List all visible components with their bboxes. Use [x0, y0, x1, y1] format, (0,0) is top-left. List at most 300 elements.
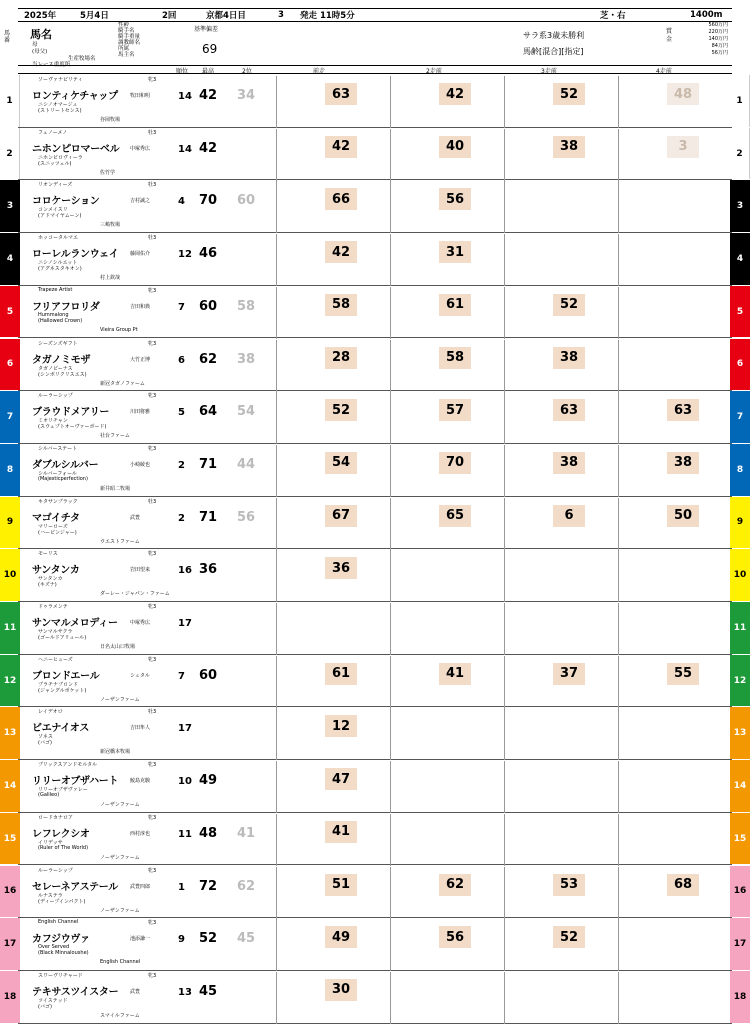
past-race-score: 42: [325, 136, 357, 158]
best-scores: [193, 605, 277, 645]
horse-info: [20, 180, 190, 232]
dam-sire-label: (母父): [32, 49, 48, 55]
horse-number-right: 6: [730, 339, 750, 391]
best-scores: [193, 342, 277, 382]
past-race-score: 38: [553, 452, 585, 474]
past-race-3: [504, 867, 618, 919]
rank-value: 12: [178, 249, 192, 261]
sex-age: 牝3: [148, 445, 157, 452]
col-rank: 順位: [176, 68, 189, 75]
horse-number-left: 3: [0, 180, 20, 232]
sire-name: ソーヴァナビリティ: [38, 77, 83, 83]
second-score: 45: [237, 931, 256, 947]
breeder-name: ノーザンファーム: [100, 854, 140, 861]
horse-row: [3, 760, 747, 813]
rank-value: 7: [178, 301, 185, 313]
rank-value: 7: [178, 670, 185, 682]
horse-number-right: 12: [730, 655, 750, 707]
past-race-2: [390, 708, 504, 760]
owner-label: 当レース重度所: [32, 62, 71, 68]
race-date: 5月4日: [80, 11, 109, 21]
past-race-score: 41: [325, 821, 357, 843]
jockey-name: シュタル: [130, 672, 150, 679]
best-score: 62: [199, 351, 218, 367]
best-scores: [193, 131, 277, 171]
rank-value: 5: [178, 407, 185, 419]
jockey-name: 小崎綾也: [130, 461, 151, 468]
dam-name: ミオリチャン: [38, 418, 68, 425]
past-race-score: 56: [439, 188, 471, 210]
col-prev2: 2走前: [426, 68, 442, 75]
past-race-2: [390, 498, 504, 550]
breeder-name: Vieira Group Pt: [100, 326, 138, 333]
past-race-2: [390, 287, 504, 339]
sire-name: スワーヴリチャード: [38, 972, 83, 979]
sire-name: ドゥラメンテ: [38, 604, 68, 610]
horse-name[interactable]: フリアフロリダ: [32, 301, 100, 313]
past-race-1: [276, 76, 390, 128]
dam-name: リリーオブザヴァレー: [38, 787, 88, 794]
horse-row: [6, 286, 744, 339]
dam-name: コンメイスリ: [38, 207, 68, 214]
breeder-label: 生産牧場名: [68, 56, 96, 62]
dam-name: ニホンピロヴィーラ: [38, 154, 83, 161]
dam-sire: (スウェプトオーヴァーボード): [38, 424, 107, 431]
best-score: 72: [199, 878, 218, 894]
breeder-name: 社台ファーム: [100, 433, 130, 440]
best-scores: [193, 183, 277, 223]
col-second: 2位: [242, 68, 252, 75]
horse-number-right: 16: [730, 866, 750, 918]
past-race-2: [390, 234, 504, 286]
past-race-3: [504, 392, 618, 444]
horse-row: [3, 707, 747, 760]
horse-name[interactable]: リリーオブザハート: [32, 776, 119, 788]
past-race-score: 37: [553, 663, 585, 685]
jockey-name: 西村淳也: [130, 830, 151, 837]
horse-info: [20, 813, 190, 865]
second-score: 62: [237, 878, 256, 894]
horse-name[interactable]: ビエナイオス: [32, 723, 90, 735]
horse-name[interactable]: マゴイチタ: [32, 512, 80, 524]
past-race-4: [618, 392, 732, 444]
rank-value: 16: [178, 565, 192, 577]
horse-name[interactable]: ニホンピロマーベル: [32, 143, 120, 155]
past-race-4: [618, 234, 732, 286]
dam-name: ソネス: [38, 734, 53, 741]
horse-row: [6, 75, 743, 128]
jockey-name: 大竹正博: [130, 356, 151, 363]
past-race-1: [276, 340, 390, 392]
past-race-2: [390, 761, 504, 813]
horse-row: [6, 339, 744, 392]
sex-age: 牝3: [148, 551, 157, 558]
past-race-1: [276, 656, 390, 708]
prize-label: 賞金: [666, 28, 673, 43]
past-race-score: 12: [325, 715, 357, 737]
past-race-4: [618, 550, 732, 602]
past-race-3: [504, 814, 618, 866]
past-race-score: 49: [325, 926, 357, 948]
horse-name[interactable]: ロンティケチャップ: [32, 91, 118, 102]
horse-info: [20, 866, 190, 918]
dam-sire: (ディープインパクト): [38, 898, 86, 905]
breeder-name: 村上欽哉: [100, 275, 121, 282]
race-start-time: 発走 11時5分: [300, 11, 355, 21]
race-header: [18, 8, 732, 22]
past-race-score: 42: [325, 241, 357, 263]
past-race-4: [618, 814, 732, 866]
rank-value: 13: [178, 986, 192, 998]
sex-age: 牝3: [148, 814, 157, 821]
column-legend: [4, 22, 732, 68]
sire-name: ルーラーシップ: [38, 393, 73, 400]
past-race-2: [390, 340, 504, 392]
past-race-score: 67: [325, 505, 357, 527]
horse-number-right: 9: [730, 497, 750, 549]
past-race-score: 62: [439, 874, 471, 896]
second-score: 41: [237, 825, 256, 841]
past-race-4: [618, 867, 732, 919]
rank-value: 14: [178, 143, 192, 155]
col-prev3: 3走前: [541, 68, 557, 75]
horse-number-left: 5: [0, 286, 20, 338]
past-race-score: 68: [667, 874, 699, 896]
horse-number-left: 17: [0, 918, 20, 970]
jockey-name: 川田将雅: [130, 409, 151, 416]
horse-info: [20, 918, 190, 970]
dam-sire: (キズナ): [38, 582, 57, 589]
horse-number-left: 1: [0, 75, 20, 127]
sex-age: 牝3: [148, 340, 157, 347]
dam-name: ニシノオマージュ: [38, 102, 78, 108]
past-race-4: [618, 603, 732, 655]
past-race-1: [276, 234, 390, 286]
horse-name[interactable]: ローレルランウェイ: [32, 249, 119, 261]
breeder-name: ウエストファーム: [100, 538, 140, 545]
dam-sire: (Galileo): [38, 792, 60, 799]
dam-sire: (ゴールドアリュール): [38, 635, 87, 641]
past-race-3: [504, 181, 618, 233]
jockey-name: 武豊: [130, 988, 141, 995]
best-scores: [193, 552, 277, 592]
sire-name: ルーラーシップ: [38, 867, 73, 874]
rank-value: 17: [178, 723, 192, 735]
horse-number-left: 2: [0, 128, 20, 180]
past-race-4: [618, 181, 732, 233]
past-race-4: [618, 76, 732, 128]
race-conditions: 馬齢[混合][指定]: [523, 47, 584, 56]
best-score: 45: [199, 983, 218, 999]
past-race-3: [504, 498, 618, 550]
past-race-1: [276, 498, 390, 550]
past-race-4: [618, 340, 732, 392]
horse-name[interactable]: セレーネアステール: [32, 881, 118, 893]
jockey-name: 池添謙一: [130, 936, 151, 943]
past-race-1: [276, 867, 390, 919]
past-race-3: [504, 603, 618, 655]
dam-sire: (ストリートセンス): [38, 108, 82, 114]
dam-name: プラチナブロンド: [38, 681, 79, 688]
past-race-score: 38: [667, 452, 699, 474]
base-label: 基準偏差: [194, 26, 219, 33]
horse-name-label: 馬名: [30, 28, 52, 41]
dam-name: イリデッサ: [38, 839, 63, 846]
past-race-score: 52: [553, 83, 585, 105]
past-race-1: [276, 129, 390, 181]
sex-age: 牝3: [148, 920, 157, 927]
past-race-score: 47: [325, 768, 357, 790]
best-scores: [193, 658, 277, 698]
horse-row: [3, 549, 747, 602]
horse-number-left: 4: [0, 233, 20, 285]
past-race-3: [504, 287, 618, 339]
best-score: 42: [199, 140, 218, 156]
past-race-score: 48: [667, 83, 699, 105]
dam-name: シルバーフォール: [38, 470, 77, 477]
second-score: 60: [237, 193, 256, 209]
horse-name[interactable]: ブロンドエール: [32, 670, 100, 682]
second-score: 54: [237, 404, 256, 420]
sire-name: レイデオロ: [38, 709, 63, 716]
breeder-name: English Channel: [100, 959, 141, 966]
sex-age: 牝3: [148, 972, 157, 979]
sex-age: 牡3: [148, 709, 157, 716]
horse-row: [3, 602, 747, 655]
horse-row: [6, 233, 744, 286]
dam-sire: (Hallowed Crown): [38, 317, 83, 324]
past-race-score: 61: [325, 663, 357, 685]
dam-name: ニシノシルエット: [38, 260, 78, 267]
past-race-1: [276, 972, 390, 1024]
horse-number-right: 17: [730, 918, 750, 970]
past-race-score: 50: [667, 505, 699, 527]
dam-sire: (アドマイヤムーン): [38, 213, 82, 220]
past-race-1: [276, 181, 390, 233]
best-scores: [193, 236, 277, 276]
horse-number-right: 10: [730, 549, 750, 601]
horse-number-right: 18: [730, 971, 750, 1023]
horse-name[interactable]: テキサスツイスター: [32, 986, 119, 998]
past-race-3: [504, 919, 618, 971]
past-race-2: [390, 392, 504, 444]
past-race-2: [390, 919, 504, 971]
past-race-score: 63: [553, 399, 585, 421]
race-year: 2025年: [24, 11, 57, 21]
horse-info: [20, 497, 190, 549]
past-race-score: 41: [439, 663, 471, 685]
past-race-4: [618, 129, 732, 181]
sex-age: 牡3: [148, 498, 157, 505]
breeder-name: スマイルファーム: [100, 1012, 140, 1019]
dam-name: サンタンカ: [38, 576, 63, 583]
sire-name: ロードカナロア: [38, 814, 73, 821]
rank-value: 4: [178, 196, 185, 208]
race-venue-day: 京都4日目: [206, 11, 246, 21]
dam-sire: (ハービンジャー): [38, 529, 77, 536]
race-title: サラ系3歳未勝利: [523, 31, 585, 40]
horse-name[interactable]: タガノミモザ: [32, 354, 91, 366]
sex-age: 牝3: [148, 393, 157, 400]
rank-value: 2: [178, 459, 185, 471]
horse-info: [20, 602, 190, 654]
rank-value: 14: [178, 91, 192, 102]
base-value: 69: [202, 42, 218, 56]
sire-name: English Channel: [38, 919, 79, 926]
jockey-name: 吉田隼人: [130, 725, 151, 732]
best-score: 36: [199, 562, 218, 578]
second-score: 56: [237, 509, 256, 525]
jockey-name: 武豊: [130, 514, 141, 521]
jockey-labels: 性齢 騎手名 騎手重量 調教師名 所属 馬主名: [118, 22, 141, 58]
dam-sire: (シンボリクリスエス): [38, 371, 87, 378]
past-race-2: [390, 181, 504, 233]
past-race-1: [276, 445, 390, 497]
race-distance: 1400m: [690, 10, 723, 20]
sire-name: キタサンブラック: [38, 498, 78, 505]
dam-name: Hummalong: [38, 311, 69, 318]
sex-age: 牝3: [148, 656, 157, 663]
horse-name[interactable]: サンタンカ: [32, 565, 80, 577]
horse-info: [20, 549, 190, 601]
past-race-2: [390, 445, 504, 497]
past-race-score: 58: [325, 294, 357, 316]
horse-row: [6, 180, 744, 233]
past-race-3: [504, 761, 618, 813]
sire-name: シルバーステート: [38, 445, 78, 452]
sire-name: ブリックスアンドモルタル: [38, 762, 98, 769]
past-race-2: [390, 550, 504, 602]
horse-name[interactable]: コロケーション: [32, 196, 100, 208]
horse-number-right: 1: [730, 75, 750, 127]
past-race-4: [618, 761, 732, 813]
horse-number-right: 15: [730, 813, 750, 865]
past-race-1: [276, 708, 390, 760]
best-scores: [193, 763, 277, 803]
breeder-name: 谷岡牧場: [100, 117, 121, 123]
past-race-score: 52: [325, 399, 357, 421]
past-race-score: 40: [439, 136, 471, 158]
horse-number-right: 3: [730, 180, 750, 232]
dam-name: ルナステラ: [38, 892, 63, 899]
past-race-3: [504, 656, 618, 708]
best-score: 46: [199, 246, 218, 262]
best-scores: [193, 78, 277, 118]
rank-value: 17: [178, 618, 192, 629]
best-scores: [193, 921, 277, 961]
best-scores: [193, 447, 277, 487]
horse-row: [6, 497, 744, 550]
breeder-name: ノーザンファーム: [100, 696, 140, 703]
horse-info: [20, 233, 190, 285]
col-best: 最高: [202, 68, 215, 75]
past-race-1: [276, 761, 390, 813]
sex-age: 牡3: [148, 235, 157, 242]
horse-info: [20, 391, 190, 443]
second-score: 38: [237, 351, 256, 367]
best-score: 70: [199, 193, 218, 209]
horse-row: [3, 813, 747, 866]
column-header: [18, 66, 732, 74]
past-race-2: [390, 972, 504, 1024]
past-race-3: [504, 340, 618, 392]
sire-name: ホッコータルマエ: [38, 235, 79, 242]
breeder-name: 佐竹学: [100, 169, 116, 176]
best-scores: [193, 816, 277, 856]
best-scores: [193, 394, 277, 434]
past-race-score: 31: [439, 241, 471, 263]
horse-row: [6, 444, 744, 497]
second-score: 34: [237, 88, 256, 103]
past-race-1: [276, 550, 390, 602]
horse-name[interactable]: レフレクシオ: [32, 828, 90, 840]
sex-age: 牝3: [148, 762, 157, 769]
horse-row: [3, 866, 747, 919]
breeder-name: ノーザンファーム: [100, 802, 140, 809]
horse-name[interactable]: ダブルシルバー: [32, 459, 99, 471]
sex-age: 牡3: [148, 182, 157, 189]
past-race-score: 38: [553, 347, 585, 369]
horse-number-right: 7: [730, 391, 750, 443]
past-race-2: [390, 603, 504, 655]
best-score: 71: [199, 509, 218, 525]
horse-number-left: 16: [0, 866, 20, 918]
best-score: 49: [199, 773, 218, 789]
past-race-score: 63: [325, 83, 357, 105]
jockey-name: 中塚秀広: [130, 145, 151, 152]
horse-info: [20, 339, 190, 391]
sex-age: 牝3: [148, 77, 157, 83]
past-race-score: 55: [667, 663, 699, 685]
sex-age: 牝3: [148, 287, 157, 294]
past-race-score: 36: [325, 557, 357, 579]
past-race-4: [618, 972, 732, 1024]
horse-info: [20, 444, 190, 496]
horse-number-right: 4: [730, 233, 750, 285]
jockey-name: 岩田望来: [130, 567, 151, 574]
rank-value: 9: [178, 934, 185, 946]
jockey-name: 牧田和明: [130, 93, 151, 99]
past-race-score: 52: [553, 294, 585, 316]
horse-name[interactable]: カフジウヴァ: [32, 934, 90, 946]
rank-value: 10: [178, 776, 192, 788]
past-race-4: [618, 498, 732, 550]
best-score: 60: [199, 298, 218, 314]
past-race-4: [618, 708, 732, 760]
jockey-name: 鮫島克駿: [130, 778, 151, 785]
horse-info: [20, 75, 190, 127]
dam-sire: (バゴ): [38, 740, 52, 747]
jockey-name: 吉田和典: [130, 303, 151, 310]
breeder-name: ノーザンファーム: [100, 907, 140, 914]
past-race-score: 61: [439, 294, 471, 316]
rank-value: 11: [178, 828, 192, 840]
past-race-2: [390, 656, 504, 708]
sire-name: ヘニーヒューズ: [38, 656, 73, 663]
dam-name: マリーローズ: [38, 523, 68, 530]
breeder-name: 新冠橋本牧場: [100, 749, 131, 756]
past-race-score: 63: [667, 399, 699, 421]
horse-name[interactable]: ブラウドメアリー: [32, 407, 110, 419]
past-race-score: 52: [553, 926, 585, 948]
horse-info: [20, 760, 190, 812]
past-race-score: 65: [439, 505, 471, 527]
best-scores: [193, 289, 277, 329]
horse-number-left: 10: [0, 549, 20, 601]
breeder-name: 日名太山口牧場: [100, 644, 136, 650]
sex-age: 牝3: [148, 604, 157, 610]
horse-name[interactable]: サンマルメロディー: [32, 618, 118, 629]
